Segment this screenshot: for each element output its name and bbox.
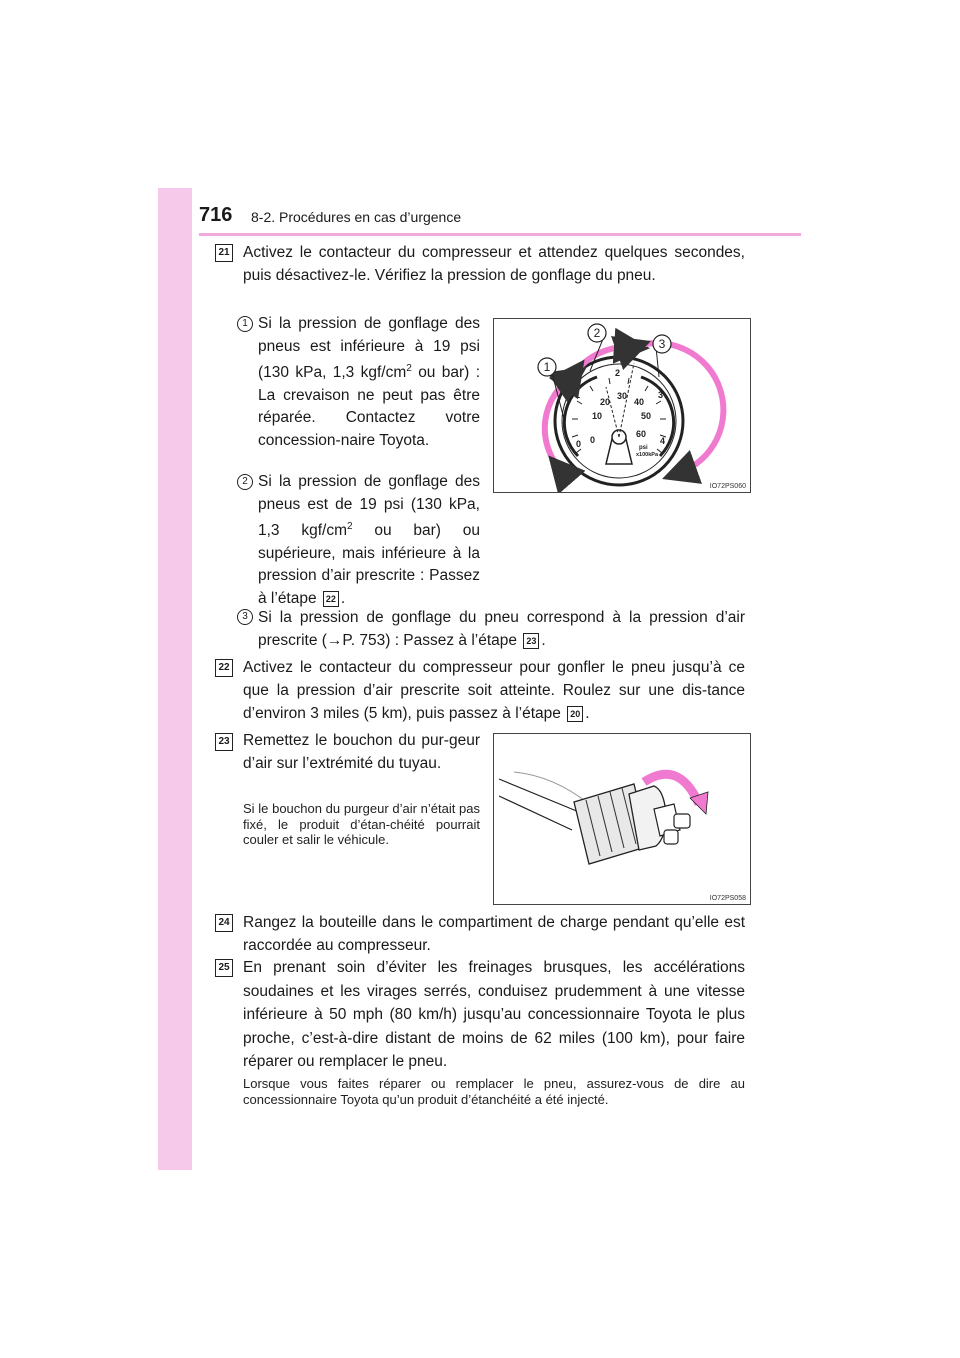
step-badge-24: 24 [215, 914, 233, 932]
psi-tick-40: 40 [634, 397, 645, 407]
psi-tick-20: 20 [600, 397, 611, 407]
psi-tick-50: 50 [641, 411, 652, 421]
psi-tick-0: 0 [576, 439, 582, 449]
step-badge-22: 22 [215, 659, 233, 677]
valve-cap-illustration [494, 734, 750, 904]
step-badge-25: 25 [215, 959, 233, 977]
pressure-gauge-illustration [494, 319, 750, 492]
psi-tick-30: 30 [617, 391, 628, 401]
header-rule [199, 233, 801, 236]
section-title: 8-2. Procédures en cas d’urgence [251, 209, 462, 225]
inner-tick-2: 2 [615, 368, 621, 378]
callout-1: 1 [543, 360, 551, 374]
step-23-text: Remettez le bouchon du pur-geur d’air sur l’extrémité du tuyau. [243, 732, 480, 772]
psi-tick-60: 60 [636, 429, 647, 439]
case-2-text: Si la pression de gonflage des pneus est de 19 psi (130 kPa, 1,3 kgf/$cm^2$ ou bar) ou supérieure, mais inférieure à la pression d’air prescrite : Passez à l’étape 22 . [258, 473, 481, 607]
step-25-text: En prenant soin d’éviter les freinages brusques, les accélérations soudaines et les virages serrés, conduisez prudemment à une vitesse inférieure à 50 mph (80 km/h) jusqu’au concessionnaire Toyota le plus proche, c’est-à-dire distant de moins de 62 miles (100 km), pour faire réparer ou remplacer le pneu. [243, 959, 745, 1070]
case-1-text: Si la pression de gonflage des pneus est inférieure à 19 psi (130 kPa, 1,3 kgf/$cm^2$ ou bar) : La crevaison ne peut pas être réparée. Contactez votre concession-naire Toyota. [258, 315, 480, 449]
step-25-note: Lorsque vous faites réparer ou remplacer le pneu, assurez-vous de dire au concessionnaire Toyota qu’un produit d’étanchéité a été injecté. [243, 1076, 745, 1107]
page-number: 716 [199, 204, 233, 226]
case-3-text: Si la pression de gonflage du pneu correspond à la pression d’air prescrite (→P. 753) : Passez à l’étape 23 . [258, 609, 745, 649]
callout-3: 3 [658, 337, 666, 351]
inner-tick-4: 4 [660, 436, 666, 446]
figure-code: IO72PS060 [709, 483, 746, 490]
step-22-text: Activez le contacteur du compresseur pour gonfler le pneu jusqu’à ce que la pression d’air prescrite soit atteinte. Roulez sur une dis-tance d’environ 3 miles (5 km), puis passez à l’étape 20 . [243, 659, 745, 722]
step-badge-21: 21 [215, 244, 233, 262]
inner-tick-3: 3 [658, 390, 664, 400]
case-number-1: 1 [237, 316, 253, 332]
case-number-3: 3 [237, 609, 253, 625]
step-badge-23: 23 [215, 733, 233, 751]
step-ref-23[interactable]: 23 [523, 633, 539, 649]
valve-figure [493, 733, 751, 905]
gauge-figure [493, 318, 751, 493]
inner-tick-1: 1 [575, 390, 581, 400]
step-23-note: Si le bouchon du purgeur d’air n’était pas fixé, le produit d’étan-chéité pourrait couler et salir le véhicule. [243, 801, 480, 847]
step-24-text: Rangez la bouteille dans le compartiment de charge pendant qu’elle est raccordée au compresseur. [243, 914, 745, 954]
step-ref-20[interactable]: 20 [567, 706, 583, 722]
case-number-2: 2 [237, 474, 253, 490]
psi-tick-10: 10 [592, 411, 603, 421]
unit-psi: psi [639, 445, 648, 451]
arrow-icon: → [326, 632, 343, 649]
side-tab [158, 188, 192, 1170]
unit-kpa: x100kPa [636, 452, 659, 458]
figure-code: IO72PS058 [709, 895, 746, 902]
callout-2: 2 [593, 326, 601, 340]
step-ref-22[interactable]: 22 [323, 591, 339, 607]
step-21-text: Activez le contacteur du compresseur et attendez quelques secondes, puis désactivez-le. Vérifiez la pression de gonflage du pneu. [243, 244, 745, 284]
psi-tick-0b: 0 [590, 435, 596, 445]
